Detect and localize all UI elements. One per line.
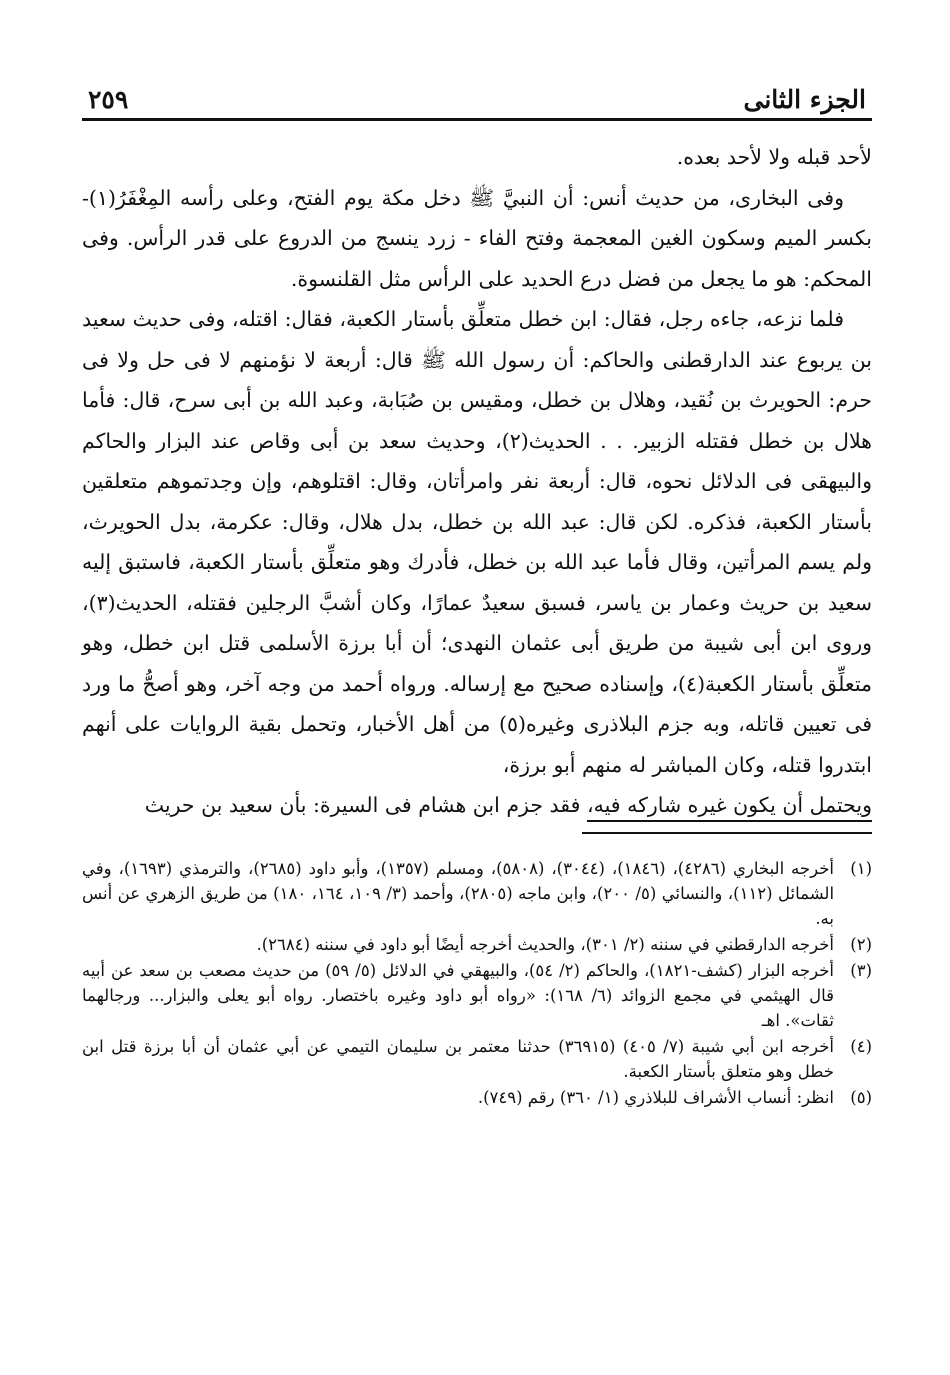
footnote (82, 958, 872, 1033)
footnote (82, 1034, 872, 1084)
main-text (82, 137, 872, 826)
page-header (82, 66, 872, 114)
footnote-text: أخرجه البزار (كشف-١٨٢١)، والحاكم (٢/ ٥٤)، والبيهقي في الدلائل (٥/ ٥٩) من حديث مصعب بن سعد عن أبيه قال الهيثمي في مجمع الزوائد (٦/ ١٦٨): «رواه أبو داود وغيره باختصار. رواه أبو يعلى والبزار... ورجالهما ثقات». اهـ (82, 960, 834, 1030)
running-title: الجزء الثانى (743, 85, 866, 114)
footnote-number: (٤) (850, 1036, 872, 1056)
paragraph: لأحد قبله ولا لأحد بعده. (676, 145, 872, 169)
underlined-phrase: ويحتمل أن يكون غيره شاركه فيه، (587, 793, 872, 822)
footnote-text: أخرجه البخاري (٤٢٨٦)، (١٨٤٦)، (٣٠٤٤)، (٥٨٠٨)، ومسلم (١٣٥٧)، وأبو داود (٢٦٨٥)، والترمذي (١٦٩٣)، وفي الشمائل (١١٢)، والنسائي (٥/ ٢٠٠)، وابن ماجه (٢٨٠٥)، وأحمد (٣/ ١٠٩، ١٦٤، ١٨٠) من طريق الزهري عن أنس به. (82, 858, 835, 928)
paragraph (82, 299, 872, 826)
paragraph: وفى البخارى، من حديث أنس: أن النبيَّ ﷺ دخل مكة يوم الفتح، وعلى رأسه المِغْفَرُ(١)- بكسر الميم وسكون الغين المعجمة وفتح الفاء - زرد ينسج من الدروع على قدر الرأس. وفى المحكم: هو ما يجعل من فضل درع الحديد على الرأس مثل القلنسوة. (82, 185, 872, 291)
last-line-text: فقد جزم ابن هشام فى السيرة: بأن سعيد بن حريث (144, 793, 587, 817)
footnote-text: أخرجه ابن أبي شيبة (٧/ ٤٠٥) (٣٦٩١٥) حدثنا معتمر بن سليمان التيمي عن أبي عثمان أن أبا برزة قتل ابن خطل وهو متعلق بأستار الكعبة. (82, 1036, 834, 1081)
footnote-text: انظر: أنساب الأشراف للبلاذري (١/ ٣٦٠) رقم (٧٤٩). (477, 1087, 834, 1107)
header-rule (82, 118, 872, 121)
page-number: ٢٥٩ (88, 85, 129, 114)
footnote-separator (582, 832, 872, 834)
footnote-number: (٣) (850, 960, 872, 980)
footnotes (82, 856, 872, 1110)
footnote-number: (٥) (850, 1087, 872, 1107)
footnote-number: (٢) (850, 934, 872, 954)
paragraph-text: فلما نزعه، جاءه رجل، فقال: ابن خطل متعلِّق بأستار الكعبة، فقال: اقتله، وفى حديث سعيد بن يربوع عند الدارقطنى والحاكم: أن رسول الله ﷺ قال: أربعة لا نؤمنهم لا فى حل ولا فى حرم: الحويرث بن نُقيد، وهلال بن خطل، ومقيس بن صُبَابة، وعبد الله بن أبى سرح، قال: فأما هلال بن خطل فقتله الزبير. . . الحديث(٢)، وحديث سعد بن أبى وقاص عند البزار والحاكم والبيهقى فى الدلائل نحوه، قال: أربعة نفر وامرأتان، وقال: اقتلوهم، وإن وجدتموهم متعلقين بأستار الكعبة، فذكره. لكن قال: عبد الله بن خطل، بدل هلال، وقال: عكرمة، بدل الحويرث، ولم يسم المرأتين، وقال فأما عبد الله بن خطل، فأدرك وهو متعلِّق بأستار الكعبة، فاستبق إليه سعيد بن حريث وعمار بن ياسر، فسبق سعيدٌ عمارًا، وكان أشبَّ الرجلين فقتله، الحديث(٣)، وروى ابن أبى شيبة من طريق أبى عثمان النهدى؛ أن أبا برزة الأسلمى قتل ابن خطل، وهو متعلِّق بأستار الكعبة(٤)، وإسناده صحيح مع إرساله. ورواه أحمد من وجه آخر، وهو أصحُّ ما ورد فى تعيين قاتله، وبه جزم البلاذرى وغيره(٥) من أهل الأخبار، وتحمل بقية الروايات على أنهم ابتدروا قتله، وكان المباشر له منهم أبو برزة، (82, 307, 873, 777)
book-page (82, 66, 872, 1111)
footnote-text: أخرجه الدارقطني في سننه (٢/ ٣٠١)، والحديث أخرجه أيضًا أبو داود في سننه (٢٦٨٤). (256, 934, 834, 954)
footnote (82, 932, 872, 957)
footnote-number: (١) (850, 858, 872, 878)
footnote (82, 1085, 872, 1110)
footnote (82, 856, 872, 931)
